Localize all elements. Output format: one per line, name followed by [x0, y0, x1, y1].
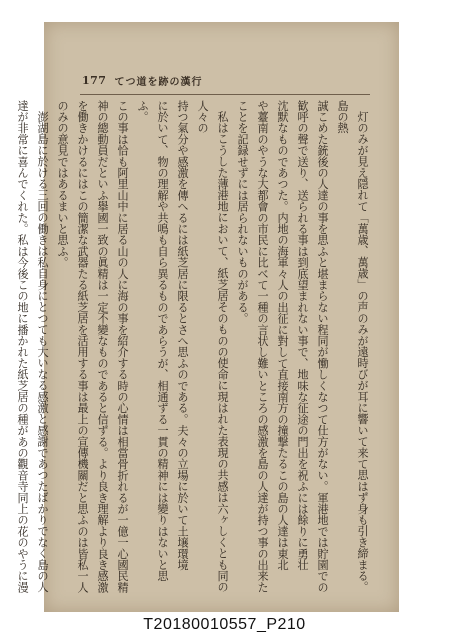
header-rule [80, 94, 370, 95]
paragraph-1: 灯のみが見え隠れて「萬歳、萬歳」の声のみが遠時びが耳に響いて来て思はず身も引き締まる。島の熱 誠こめた銃後の人達の事を思ふと堪まらない程同が慟しくなつて仕方がない。軍港地では貯園での 歓呼の聲で送り、送られる事は到底望まれない事で、地味な征途の門出を祝ふには餘りに勇壮 沈默なものであつた。内地の海軍々人の出征に對して直接南方の撞撃たるこの島の人達は東北 や薹南のやうな大都會の市民に比べて一種の言状し難いところの感激を島の人達が持つ事の出来た ことを記録せずには居られないものがある。 [236, 100, 369, 593]
vertical-body-text [16, 100, 372, 600]
paragraph-2: 私はこうした薄港地において、紙芝居そのものの使命に現はれた表現の共感は六ヶしくとも同の人々の 持つ氣分や感激を傳へるには紙芝居に限るとさへ思ふのである。夫々の立場に於いて土壌環境 に於いて、物の理解や共鳴も自ら異るものであらうが、相通ずる一貫の精神には變りはないと思ふ。 この事は恰も阿里山中に居る山の人に海の事を紹介する時の心情は相當骨折れるが一億一心國民精 神の總動員だといふ擧國一致の眞精は一定不變なものであると信ずる。より良き理解より良き感激 を働きかけるにはこの簡潔な武器たる紙芝居を活用する事は最上の宣傳機關だと思ふのは皆私一人 のみの意見ではあるまいと思ふ。 [56, 100, 229, 593]
running-title: てつ道を跡の漢行 [114, 76, 203, 88]
catalog-id-caption: T20180010557_P210 [143, 616, 306, 633]
page-header [82, 72, 202, 88]
paragraph-3: 澎湖島に於ける三回の働きは私自身にとつても大いなる感激と感謝であつたばかりでなく島の人 達が非常に喜んでくれた。私は今後この地に播かれた紙芝居の種があの觀音寺同上の花のやうに漫 [16, 100, 49, 593]
page-number: 177 [82, 73, 107, 87]
